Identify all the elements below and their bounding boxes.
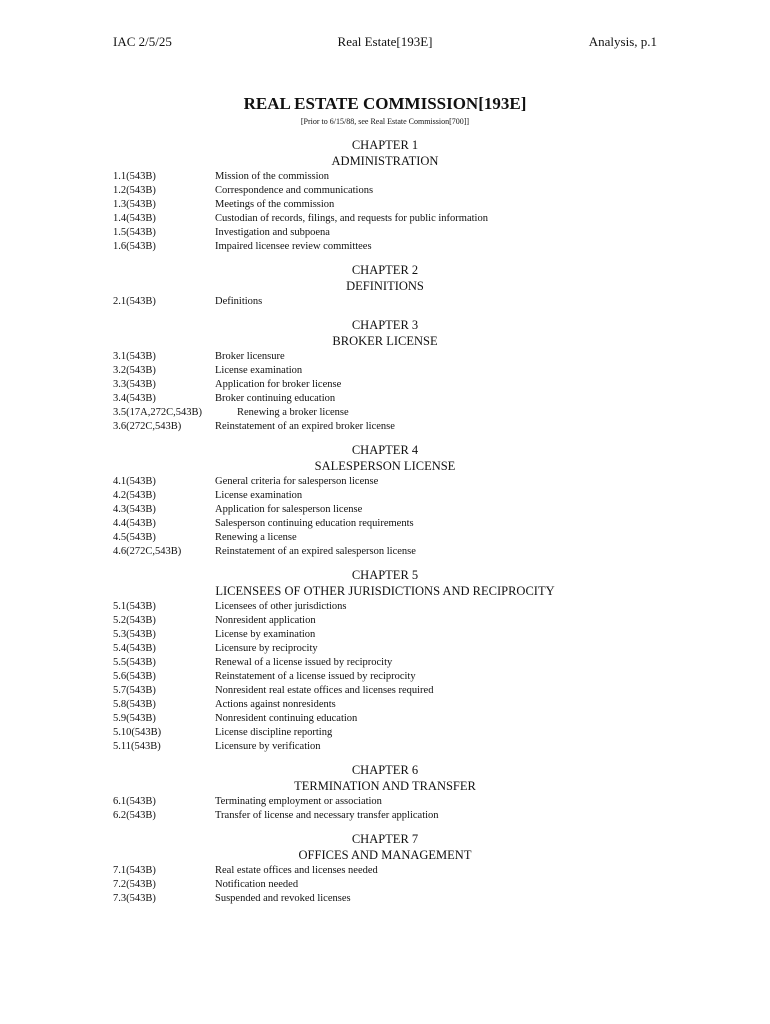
rule-row	[113, 475, 673, 489]
rule-row	[113, 350, 673, 364]
rule-title: General criteria for salesperson license	[215, 476, 379, 487]
rule-row	[113, 684, 673, 698]
rule-number: 6.2(543B)	[113, 810, 156, 821]
rule-number: 1.5(543B)	[113, 227, 156, 238]
rule-number: 1.3(543B)	[113, 199, 156, 210]
rule-row	[113, 295, 673, 309]
rule-row	[113, 809, 673, 823]
rule-row	[113, 420, 673, 434]
rule-row	[113, 878, 673, 892]
chapter-number: CHAPTER 1	[351, 138, 419, 152]
chapter-heading	[113, 567, 657, 599]
rule-title: Terminating employment or association	[215, 796, 382, 807]
rule-title: License by examination	[215, 629, 316, 640]
header-page: Analysis, p.1	[588, 34, 657, 49]
rule-row	[113, 198, 673, 212]
rule-row	[113, 642, 673, 656]
rule-row	[113, 698, 673, 712]
chapter-name: SALESPERSON LICENSE	[314, 459, 456, 473]
chapter-name: LICENSEES OF OTHER JURISDICTIONS AND RECIPROCITY	[215, 584, 555, 598]
rule-number: 3.1(543B)	[113, 351, 156, 362]
rule-row	[113, 517, 673, 531]
rule-row	[113, 628, 673, 642]
rule-title: Meetings of the commission	[215, 199, 335, 210]
rule-row	[113, 212, 673, 226]
rule-title: Salesperson continuing education requirements	[215, 518, 414, 529]
rule-number: 5.2(543B)	[113, 615, 156, 626]
rule-title: Application for broker license	[215, 379, 342, 390]
rule-row	[113, 545, 673, 559]
rule-number: 3.5(17A,272C,543B)	[113, 407, 202, 418]
rule-row	[113, 531, 673, 545]
rule-number: 5.6(543B)	[113, 671, 156, 682]
rule-title: Reinstatement of a license issued by reciprocity	[215, 671, 416, 682]
rule-row	[113, 378, 673, 392]
rule-title: Licensure by verification	[215, 741, 321, 752]
rule-title: Investigation and subpoena	[215, 227, 330, 238]
rule-number: 3.2(543B)	[113, 365, 156, 376]
rule-title: Renewing a broker license	[237, 407, 349, 418]
rule-title: Broker continuing education	[215, 393, 336, 404]
rule-number: 5.7(543B)	[113, 685, 156, 696]
rule-title: Suspended and revoked licenses	[215, 893, 351, 904]
rule-title: License examination	[215, 365, 303, 376]
rule-row	[113, 226, 673, 240]
rule-title: Real estate offices and licenses needed	[215, 865, 378, 876]
rule-number: 5.4(543B)	[113, 643, 156, 654]
rule-title: License examination	[215, 490, 303, 501]
rule-row	[113, 712, 673, 726]
rule-number: 4.4(543B)	[113, 518, 156, 529]
rule-number: 5.8(543B)	[113, 699, 156, 710]
header-date: IAC 2/5/25	[113, 34, 172, 49]
rule-title: Application for salesperson license	[215, 504, 363, 515]
page-header	[113, 34, 657, 52]
rule-title: Nonresident real estate offices and licenses required	[215, 685, 434, 696]
header-agency: Real Estate[193E]	[337, 34, 433, 49]
chapter-number: CHAPTER 4	[351, 443, 419, 457]
rule-number: 5.5(543B)	[113, 657, 156, 668]
rule-number: 7.3(543B)	[113, 893, 156, 904]
rule-number: 1.2(543B)	[113, 185, 156, 196]
rule-row	[113, 670, 673, 684]
rule-number: 6.1(543B)	[113, 796, 156, 807]
chapter-heading	[113, 317, 657, 349]
page-title: REAL ESTATE COMMISSION[193E]	[243, 94, 527, 113]
chapter-name: BROKER LICENSE	[332, 334, 438, 348]
rule-title: Reinstatement of an expired broker license	[215, 421, 395, 432]
rule-row	[113, 864, 673, 878]
rule-title: Notification needed	[215, 879, 299, 890]
rule-title: Broker licensure	[215, 351, 285, 362]
rule-title: Mission of the commission	[215, 171, 330, 182]
rule-row	[113, 656, 673, 670]
chapter-heading	[113, 762, 657, 794]
rule-number: 4.3(543B)	[113, 504, 156, 515]
rule-title: Custodian of records, filings, and requests for public information	[215, 213, 488, 224]
rule-number: 2.1(543B)	[113, 296, 156, 307]
rule-row	[113, 406, 673, 420]
rule-title: Nonresident application	[215, 615, 316, 626]
rule-title: Licensees of other jurisdictions	[215, 601, 347, 612]
rule-row	[113, 364, 673, 378]
rule-title: Definitions	[215, 296, 263, 307]
rule-row	[113, 489, 673, 503]
rule-number: 1.6(543B)	[113, 241, 156, 252]
rule-title: Nonresident continuing education	[215, 713, 358, 724]
rule-number: 7.2(543B)	[113, 879, 156, 890]
rule-title: Renewal of a license issued by reciprocity	[215, 657, 393, 668]
rule-row	[113, 726, 673, 740]
rule-row	[113, 795, 673, 809]
chapter-heading	[113, 262, 657, 294]
rule-row	[113, 240, 673, 254]
chapter-number: CHAPTER 2	[351, 263, 419, 277]
rule-row	[113, 184, 673, 198]
rule-title: Licensure by reciprocity	[215, 643, 318, 654]
rule-number: 4.2(543B)	[113, 490, 156, 501]
chapter-heading	[113, 137, 657, 169]
page-subtitle: [Prior to 6/15/88, see Real Estate Commission[700]]	[300, 117, 470, 126]
rule-title: Correspondence and communications	[215, 185, 374, 196]
rule-row	[113, 892, 673, 906]
rule-number: 1.1(543B)	[113, 171, 156, 182]
rule-title: Actions against nonresidents	[215, 699, 336, 710]
rule-number: 3.4(543B)	[113, 393, 156, 404]
rule-number: 1.4(543B)	[113, 213, 156, 224]
rule-number: 5.10(543B)	[113, 727, 162, 738]
rule-title: License discipline reporting	[215, 727, 333, 738]
rule-row	[113, 740, 673, 754]
rule-number: 4.1(543B)	[113, 476, 156, 487]
chapter-name: TERMINATION AND TRANSFER	[294, 779, 476, 793]
chapter-name: DEFINITIONS	[346, 279, 424, 293]
rule-number: 4.6(272C,543B)	[113, 546, 182, 557]
rule-title: Transfer of license and necessary transfer application	[215, 810, 439, 821]
rule-row	[113, 600, 673, 614]
rule-number: 5.1(543B)	[113, 601, 156, 612]
rule-title: Renewing a license	[215, 532, 297, 543]
chapter-name: OFFICES AND MANAGEMENT	[298, 848, 472, 862]
chapter-number: CHAPTER 7	[351, 832, 419, 846]
chapter-name: ADMINISTRATION	[331, 154, 439, 168]
rule-row	[113, 392, 673, 406]
chapter-number: CHAPTER 3	[351, 318, 419, 332]
chapter-list	[113, 137, 673, 906]
chapter-number: CHAPTER 5	[351, 568, 419, 582]
rule-number: 5.9(543B)	[113, 713, 156, 724]
rule-row	[113, 614, 673, 628]
rule-number: 5.11(543B)	[113, 741, 161, 752]
chapter-heading	[113, 831, 657, 863]
chapter-heading	[113, 442, 657, 474]
rule-number: 3.3(543B)	[113, 379, 156, 390]
rule-number: 7.1(543B)	[113, 865, 156, 876]
rule-title: Impaired licensee review committees	[215, 241, 372, 252]
rule-row	[113, 503, 673, 517]
rule-number: 5.3(543B)	[113, 629, 156, 640]
rule-title: Reinstatement of an expired salesperson license	[215, 546, 416, 557]
chapter-number: CHAPTER 6	[351, 763, 419, 777]
rule-row	[113, 170, 673, 184]
rule-number: 4.5(543B)	[113, 532, 156, 543]
rule-number: 3.6(272C,543B)	[113, 421, 182, 432]
